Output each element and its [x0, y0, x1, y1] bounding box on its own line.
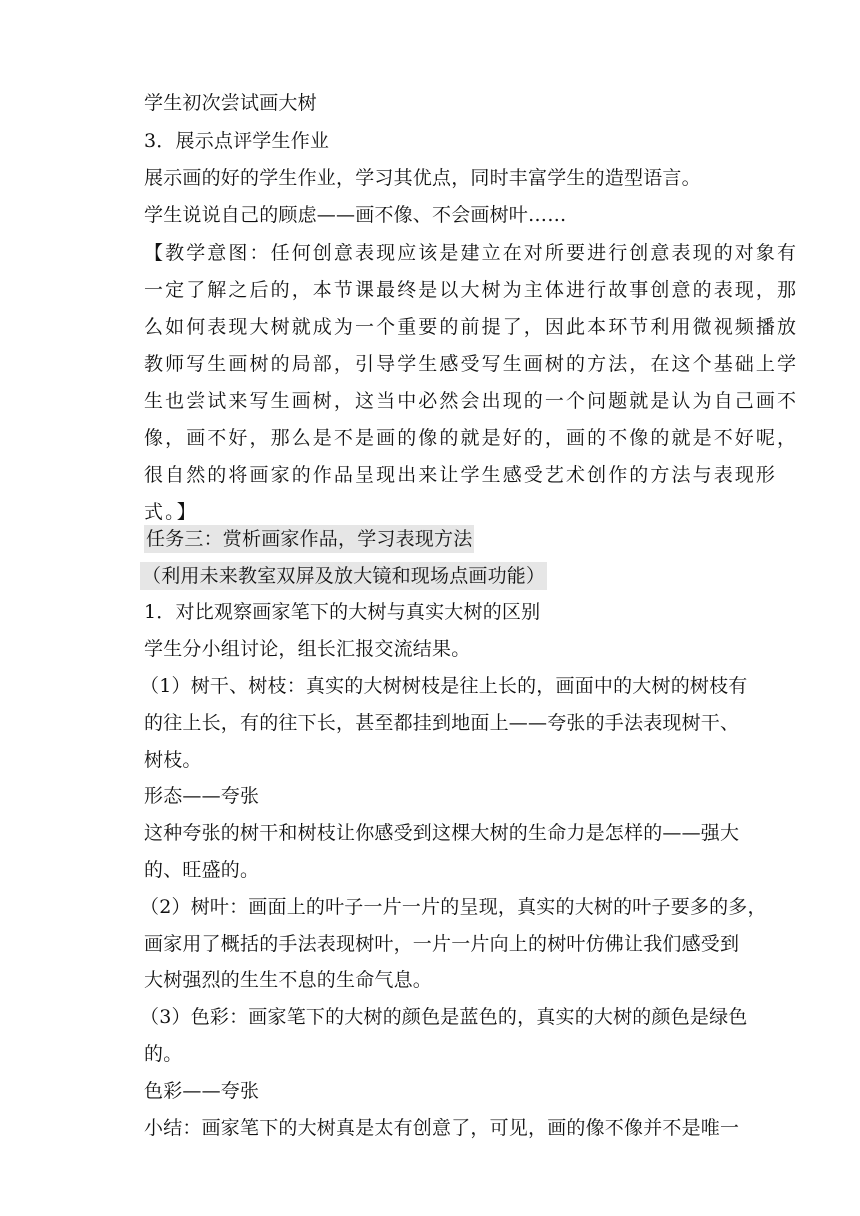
point-2-line-1: （2）树叶：画面上的叶子一片一片的呈现，真实的大树的叶子要多的多，	[140, 896, 767, 918]
text-line-summary: 小结：画家笔下的大树真是太有创意了，可见，画的像不像并不是唯一	[144, 1117, 740, 1139]
teaching-intent-line-2: 一定了解之后的，本节课最终是以大树为主体进行故事创意的表现，那	[144, 279, 799, 301]
teaching-intent-line-5: 生也尝试来写生画树，这当中必然会出现的一个问题就是认为自己画不	[144, 390, 799, 412]
task-three-heading-text: 任务三：赏析画家作品，学习表现方法	[144, 525, 474, 553]
point-2-line-2: 画家用了概括的手法表现树叶，一片一片向上的树叶仿佛让我们感受到	[144, 933, 740, 955]
text-line-group-discussion: 学生分小组讨论，组长汇报交流结果。	[144, 638, 471, 660]
text-line-form-exaggeration: 形态——夸张	[144, 785, 260, 807]
teaching-intent-line-4: 教师写生画树的局部，引导学生感受写生画树的方法，在这个基础上学	[144, 353, 799, 375]
teaching-intent-line-8: 式。】	[144, 501, 198, 523]
text-line-show-good-work: 展示画的好的学生作业，学习其优点，同时丰富学生的造型语言。	[144, 167, 701, 189]
point-1-line-2: 的往上长，有的往下长，甚至都挂到地面上——夸张的手法表现树干、	[144, 712, 740, 734]
point-2-line-3: 大树强烈的生生不息的生命气息。	[144, 969, 433, 991]
teaching-intent-line-6: 像，画不好，那么是不是画的像的就是好的，画的不像的就是不好呢，	[144, 427, 799, 449]
point-1-line-3: 树枝。	[144, 749, 202, 771]
text-line-vitality-1: 这种夸张的树干和树枝让你感受到这棵大树的生命力是怎样的——强大	[144, 822, 740, 844]
teaching-intent-line-3: 么如何表现大树就成为一个重要的前提了，因此本环节利用微视频播放	[144, 316, 799, 338]
point-3-line-2: 的。	[144, 1043, 183, 1065]
teaching-intent-line-1: 【教学意图：任何创意表现应该是建立在对所要进行创意表现的对象有	[144, 242, 799, 264]
task-three-note	[140, 562, 547, 590]
text-line-color-exaggeration: 色彩——夸张	[144, 1080, 260, 1102]
point-1-line-1: （1）树干、树枝：真实的大树树枝是往上长的，画面中的大树的树枝有	[140, 675, 748, 697]
text-line-student-concerns: 学生说说自己的顾虑——画不像、不会画树叶……	[144, 204, 567, 226]
point-3-line-1: （3）色彩：画家笔下的大树的颜色是蓝色的，真实的大树的颜色是绿色	[140, 1006, 748, 1028]
heading-show-student-work: 3．展示点评学生作业	[144, 130, 330, 152]
heading-compare-trees: 1．对比观察画家笔下的大树与真实大树的区别	[144, 601, 541, 623]
task-three-note-text: （利用未来教室双屏及放大镜和现场点画功能）	[140, 562, 547, 590]
teaching-intent-line-7: 很自然的将画家的作品呈现出来让学生感受艺术创作的方法与表现形	[144, 464, 778, 486]
text-line-student-first-try: 学生初次尝试画大树	[144, 92, 317, 114]
task-three-heading	[144, 525, 474, 553]
text-line-vitality-2: 的、旺盛的。	[144, 859, 260, 881]
